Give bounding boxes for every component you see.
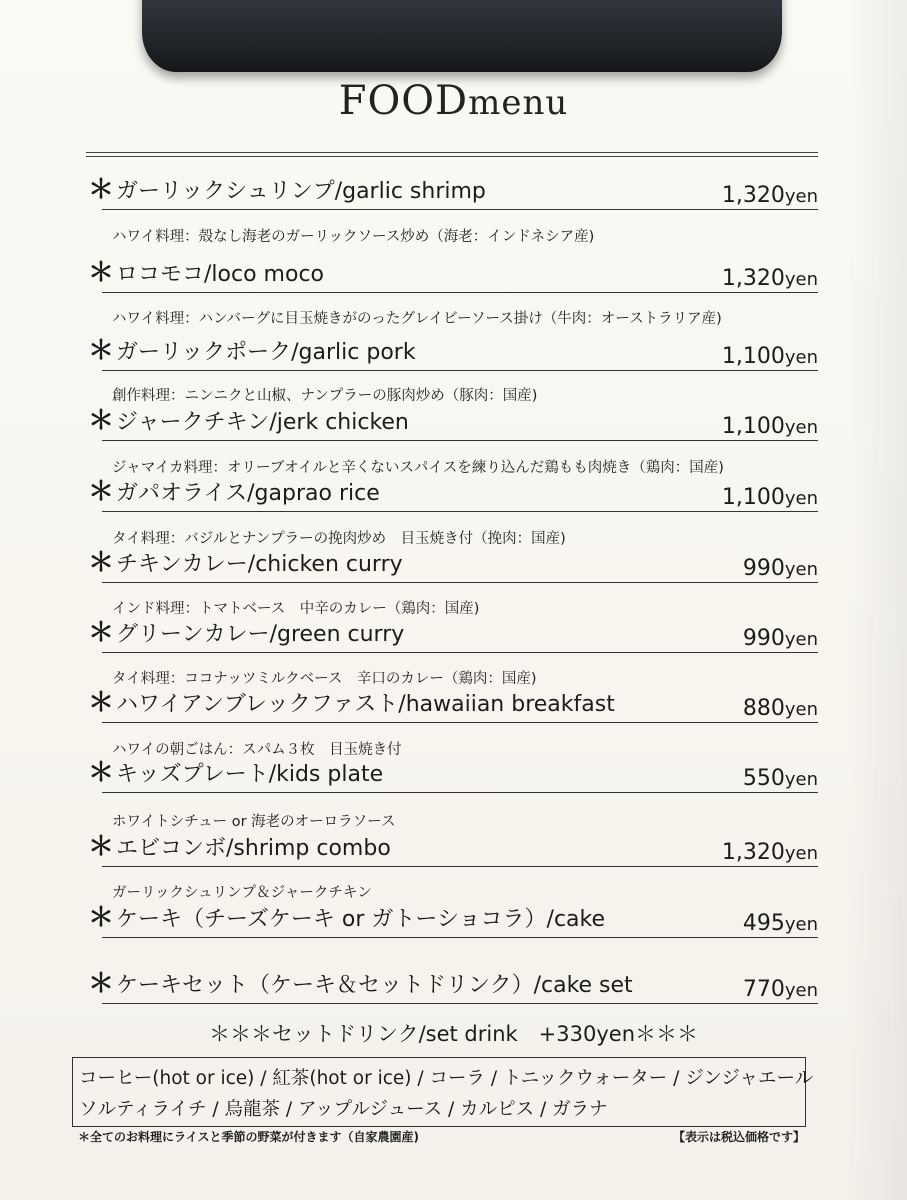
price-value: 990 — [742, 556, 785, 581]
price-value: 550 — [742, 766, 785, 791]
menu-item-price — [722, 485, 818, 510]
menu-item-label: ハワイアンブレックファスト/hawaiian breakfast — [116, 692, 615, 717]
asterisk-bullet: ＊ — [88, 336, 115, 366]
menu-item-price — [722, 344, 818, 369]
menu-item-name — [88, 169, 486, 206]
menu-item — [88, 403, 818, 443]
price-value: 880 — [742, 696, 785, 721]
title-rule-second — [86, 156, 818, 157]
menu-item-price — [743, 766, 818, 791]
menu-item-underline — [102, 440, 818, 441]
menu-item-price — [722, 414, 818, 439]
price-unit: yen — [784, 769, 818, 790]
menu-item — [88, 685, 818, 725]
menu-item-price — [743, 556, 818, 581]
drink-list-line-1: コーヒー(hot or ice) / 紅茶(hot or ice) / コーラ / トニックウォーター / ジンジャエール — [79, 1068, 814, 1089]
asterisk-bullet: ＊ — [88, 618, 115, 648]
asterisk-bullet: ＊ — [88, 477, 115, 507]
price-unit: yen — [784, 269, 818, 290]
menu-item-underline — [102, 866, 818, 867]
menu-item-underline — [102, 652, 818, 653]
menu-title-food: FOOD — [338, 78, 469, 124]
menu-item-name — [88, 612, 404, 649]
asterisk-bullet: ＊ — [88, 688, 115, 718]
menu-item-underline — [102, 582, 818, 583]
price-value: 1,100 — [721, 414, 785, 439]
menu-item-underline — [102, 1003, 818, 1004]
menu-item-label: ケーキ（チーズケーキ or ガトーショコラ）/cake — [116, 907, 606, 932]
menu-item-label: ガーリックポーク/garlic pork — [116, 340, 416, 365]
drink-list-line-2: ソルティライチ / 烏龍茶 / アップルジュース / カルピス / ガラナ — [79, 1099, 608, 1120]
menu-item — [88, 255, 818, 295]
price-unit: yen — [784, 186, 818, 207]
menu-item-description: ジャマイカ料理：オリーブオイルと辛くないスパイスを練り込んだ鶏もも肉焼き（鶏肉：国産) — [112, 460, 724, 476]
menu-item-price — [743, 626, 818, 651]
menu-item — [88, 900, 818, 940]
price-value: 990 — [742, 626, 785, 651]
menu-item-description: 創作料理：ニンニクと山椒、ナンプラーの豚肉炒め（豚肉：国産) — [112, 388, 538, 404]
menu-item-description: インド料理：トマトベース 中辛のカレー（鶏肉：国産) — [112, 601, 480, 617]
footer-note-tax: 【表示は税込価格です】 — [672, 1130, 805, 1144]
menu-item-description: ホワイトシチュー or 海老のオーロラソース — [112, 814, 396, 830]
menu-item-description: タイ料理：バジルとナンプラーの挽肉炒め 目玉焼き付（挽肉：国産) — [112, 531, 566, 547]
menu-item-label: ガパオライス/gaprao rice — [116, 481, 380, 506]
price-unit: yen — [784, 843, 818, 864]
menu-item-price — [743, 911, 818, 936]
menu-item — [88, 615, 818, 655]
drink-list-box — [72, 1057, 814, 1127]
menu-item — [88, 755, 818, 795]
menu-item — [88, 474, 818, 514]
price-value: 495 — [742, 911, 785, 936]
price-unit: yen — [784, 629, 818, 650]
menu-item — [88, 829, 818, 869]
footer-note-rice: ＊全てのお料理にライスと季節の野菜が付きます（自家農園産) — [78, 1130, 420, 1144]
menu-item-label: ジャークチキン/jerk chicken — [116, 410, 409, 435]
menu-title-menu: menu — [468, 83, 569, 123]
menu-item-description: ハワイ料理：ハンバーグに目玉焼きがのったグレイビーソース掛け（牛肉：オーストラリア産) — [112, 311, 722, 327]
menu-item-label: ガーリックシュリンプ/garlic shrimp — [116, 179, 486, 204]
menu-title — [0, 78, 907, 124]
menu-item-label: ケーキセット（ケーキ＆セットドリンク）/cake set — [116, 973, 633, 998]
menu-item-label: ロコモコ/loco moco — [116, 262, 324, 287]
menu-item — [88, 966, 818, 1006]
menu-item-label: チキンカレー/chicken curry — [116, 552, 403, 577]
menu-item-name — [88, 826, 391, 863]
menu-item-name — [88, 400, 409, 437]
menu-item-label: グリーンカレー/green curry — [116, 622, 405, 647]
menu-item-description: ハワイ料理：殻なし海老のガーリックソース炒め（海老：インドネシア産) — [112, 229, 595, 245]
menu-item-name — [88, 471, 380, 508]
price-unit: yen — [784, 914, 818, 935]
menu-item-price — [722, 266, 818, 291]
title-rule — [86, 152, 818, 153]
asterisk-bullet: ＊ — [88, 258, 115, 288]
menu-item-name — [88, 897, 605, 934]
menu-item-description: ガーリックシュリンプ＆ジャークチキン — [112, 885, 372, 901]
asterisk-bullet: ＊ — [88, 832, 115, 862]
menu-item — [88, 172, 818, 212]
menu-item-price — [722, 183, 818, 208]
price-value: 1,100 — [721, 344, 785, 369]
menu-item — [88, 545, 818, 585]
menu-item-name — [88, 752, 383, 789]
set-drink-heading: ＊＊＊セットドリンク/set drink +330yen＊＊＊ — [208, 1022, 699, 1046]
menu-item-underline — [102, 722, 818, 723]
menu-item-description: タイ料理：ココナッツミルクベース 辛口のカレー（鶏肉：国産) — [112, 671, 537, 687]
menu-item-name — [88, 330, 416, 367]
menu-item-name — [88, 542, 403, 579]
menu-item-underline — [102, 792, 818, 793]
price-unit: yen — [784, 559, 818, 580]
price-unit: yen — [784, 488, 818, 509]
clipboard-clip — [142, 0, 782, 72]
menu-item-name — [88, 963, 633, 1000]
menu-item-underline — [102, 937, 818, 938]
asterisk-bullet: ＊ — [88, 175, 115, 205]
menu-item-price — [743, 977, 818, 1002]
price-unit: yen — [784, 699, 818, 720]
price-value: 1,320 — [721, 840, 785, 865]
menu-item-underline — [102, 370, 818, 371]
asterisk-bullet: ＊ — [88, 758, 115, 788]
asterisk-bullet: ＊ — [88, 406, 115, 436]
price-value: 770 — [742, 977, 785, 1002]
menu-item-price — [722, 840, 818, 865]
price-unit: yen — [784, 980, 818, 1001]
menu-item-name — [88, 682, 615, 719]
asterisk-bullet: ＊ — [88, 903, 115, 933]
price-value: 1,100 — [721, 485, 785, 510]
asterisk-bullet: ＊ — [88, 548, 115, 578]
menu-item-label: キッズプレート/kids plate — [116, 762, 384, 787]
menu-item-label: エビコンボ/shrimp combo — [116, 836, 391, 861]
price-unit: yen — [784, 347, 818, 368]
menu-item-price — [743, 696, 818, 721]
menu-item — [88, 333, 818, 373]
menu-item-description: ハワイの朝ごはん：スパム３枚 目玉焼き付 — [112, 742, 402, 758]
menu-item-underline — [102, 209, 818, 210]
menu-item-underline — [102, 511, 818, 512]
price-unit: yen — [784, 417, 818, 438]
price-value: 1,320 — [721, 266, 785, 291]
price-value: 1,320 — [721, 183, 785, 208]
menu-item-underline — [102, 292, 818, 293]
menu-item-name — [88, 252, 324, 289]
asterisk-bullet: ＊ — [88, 969, 115, 999]
